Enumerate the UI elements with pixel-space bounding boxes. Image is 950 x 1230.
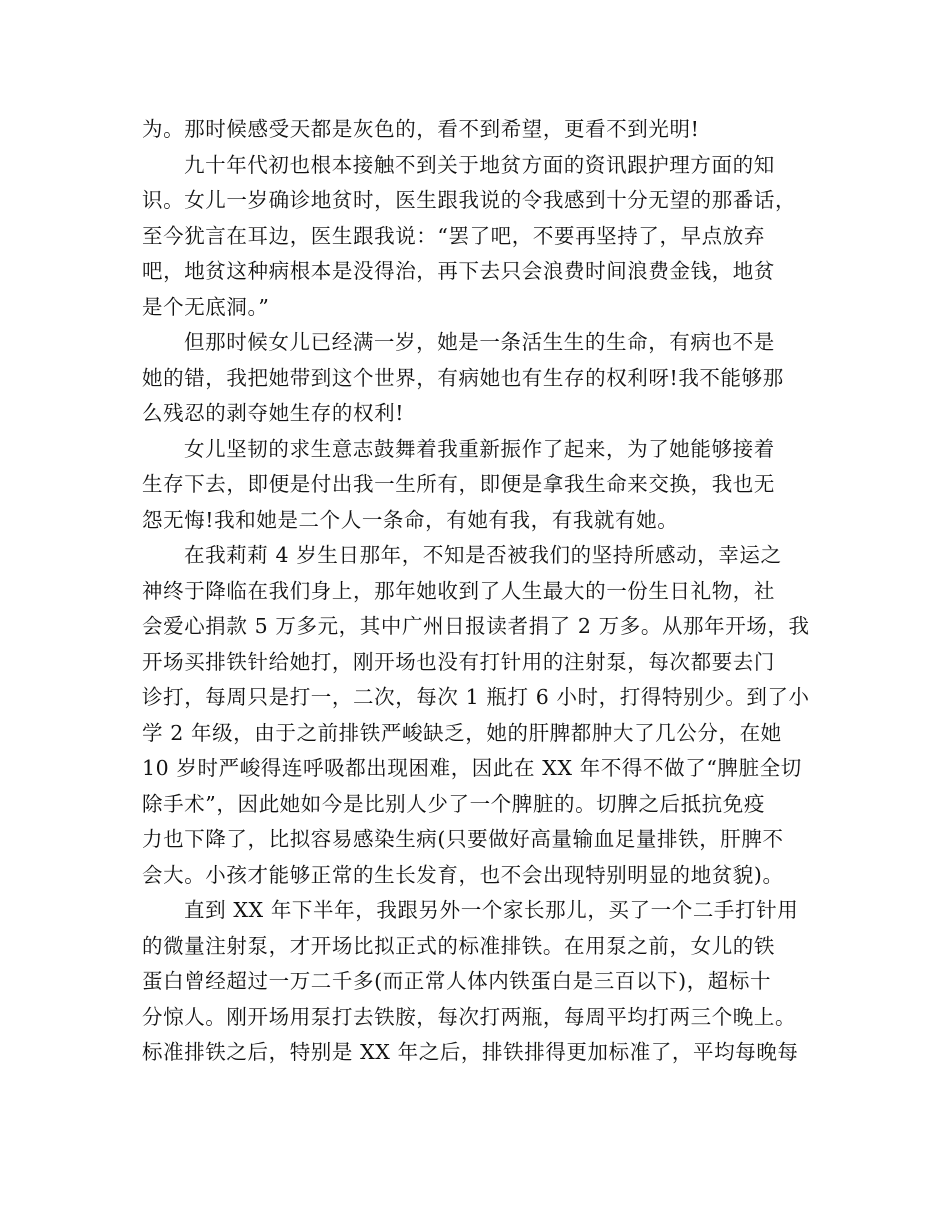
text-line: 为。那时候感受天都是灰色的，看不到希望，更看不到光明! bbox=[142, 117, 700, 141]
text-line: 怨无悔!我和她是二个人一条命，有她有我，有我就有她。 bbox=[142, 507, 679, 532]
text-line: 但那时候女儿已经满一岁，她是一条活生生的生命，有病也不是 bbox=[184, 330, 775, 354]
text-line: 么残忍的剥夺她生存的权利! bbox=[142, 401, 405, 425]
text-line: 力也下降了，比拟容易感染生病(只要做好高量输血足量排铁，肝脾不 bbox=[142, 827, 784, 851]
text-line: 识。女儿一岁确诊地贫时，医生跟我说的令我感到十分无望的那番话， bbox=[142, 188, 797, 212]
text-line: 诊打，每周只是打一，二次，每次 1 瓶打 6 小时，打得特别少。到了小 bbox=[142, 685, 810, 709]
text-line: 10 岁时严峻得连呼吸都出现困难，因此在 XX 年不得不做了“脾脏全切 bbox=[142, 756, 802, 780]
text-line: 分惊人。刚开场用泵打去铁胺，每次打两瓶，每周平均打两三个晚上。 bbox=[142, 1004, 797, 1029]
text-line: 是个无底洞。” bbox=[142, 294, 270, 319]
text-line: 直到 XX 年下半年，我跟另外一个家长那儿，买了一个二手打针用 bbox=[184, 898, 799, 922]
text-line: 女儿坚韧的求生意志鼓舞着我重新振作了起来，为了她能够接着 bbox=[184, 436, 775, 461]
text-line: 开场买排铁针给她打，刚开场也没有打针用的注射泵，每次都要去门 bbox=[142, 649, 775, 674]
text-line: 生存下去，即便是付出我一生所有，即便是拿我生命来交换，我也无 bbox=[142, 472, 775, 496]
text-line: 标准排铁之后，特别是 XX 年之后，排铁排得更加标准了，平均每晚每 bbox=[142, 1040, 799, 1064]
text-line: 蛋白曾经超过一万二千多(而正常人体内铁蛋白是三百以下)，超标十 bbox=[142, 969, 772, 993]
text-line: 会爱心捐款 5 万多元，其中广州日报读者捐了 2 万多。从那年开场，我 bbox=[142, 614, 810, 638]
document-text-body bbox=[142, 112, 814, 1071]
text-line: 九十年代初也根本接触不到关于地贫方面的资讯跟护理方面的知 bbox=[184, 152, 775, 177]
text-line: 会大。小孩才能够正常的生长发育，也不会出现特别明显的地贫貌)。 bbox=[142, 862, 784, 887]
text-line: 在我莉莉 4 岁生日那年，不知是否被我们的坚持所感动，幸运之 bbox=[184, 543, 782, 567]
text-line: 她的错，我把她带到这个世界，有病她也有生存的权利呀!我不能够那 bbox=[142, 365, 784, 390]
text-line: 学 2 年级，由于之前排铁严峻缺乏，她的肝脾都肿大了几公分，在她 bbox=[142, 720, 782, 745]
text-line: 的微量注射泵，才开场比拟正式的标准排铁。在用泵之前，女儿的铁 bbox=[142, 933, 775, 958]
text-line: 神终于降临在我们身上，那年她收到了人生最大的一份生日礼物，社 bbox=[142, 578, 775, 603]
text-line: 除手术”，因此她如今是比别人少了一个脾脏的。切脾之后抵抗免疫 bbox=[142, 791, 765, 816]
text-line: 吧，地贫这种病根本是没得治，再下去只会浪费时间浪费金钱，地贫 bbox=[142, 259, 775, 283]
text-line: 至今犹言在耳边，医生跟我说：“罢了吧，不要再坚持了，早点放弃 bbox=[142, 223, 765, 248]
